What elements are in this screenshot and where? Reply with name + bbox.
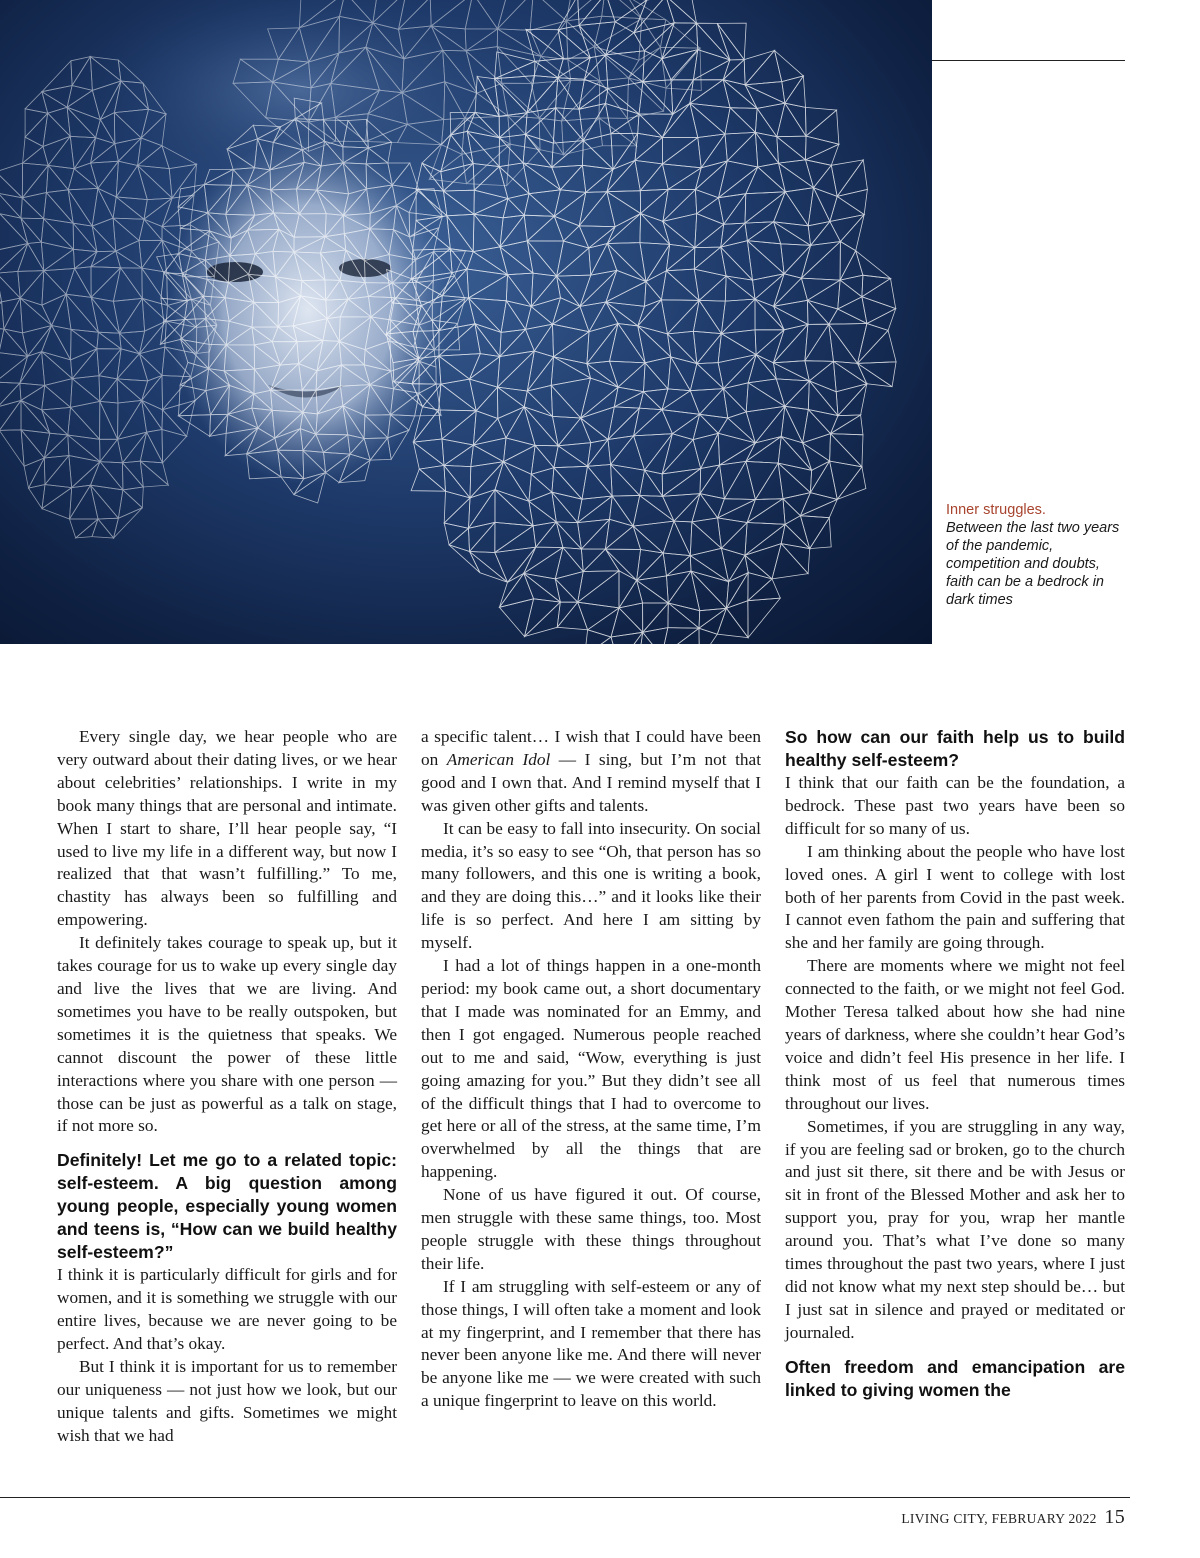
top-rule xyxy=(932,60,1125,61)
text-run: a specific talent… I wish that I could have been on xyxy=(421,727,761,769)
paragraph: If I am struggling with self-esteem or any of those things, I will often take a moment and look at my fingerprint, and I remember that there has never been anyone like me. And there will never be anyone like me — we were created with such a unique fingerprint to leave on this world. xyxy=(421,1276,761,1411)
paragraph: But I think it is important for us to remember our uniqueness — not just how we look, but our unique talents and gifts. Sometimes we might wish that we had xyxy=(57,1356,397,1445)
article-column-3 xyxy=(785,726,1125,1402)
paragraph: It definitely takes courage to speak up, but it takes courage for us to wake up every single day and live the lives that we are living. And sometimes you have to be really outspoken, but sometimes it is the quietness that speaks. We cannot discount the power of these little interactions where you share with one person — those can be just as powerful as a talk on stage, if not more so. xyxy=(57,933,397,1136)
photo-caption xyxy=(946,501,1126,609)
wireframe-mesh-illustration xyxy=(0,0,932,644)
page-number: 15 xyxy=(1104,1506,1125,1528)
footer-rule xyxy=(0,1497,1130,1498)
paragraph: There are moments where we might not feel connected to the faith, or we might not feel God. Mother Teresa talked about how she had nine years of darkness, where she couldn’t hear God’s voice and didn’t feel His presence in her life. I think most of us feel that numerous times throughout our lives. xyxy=(785,956,1125,1113)
paragraph: Every single day, we hear people who are very outward about their dating lives, or we hear about celebrities’ relationships. I write in my book many things that are personal and intimate. When I start to share, I’ll hear people say, “I used to live my life in a different way, but now I realized that that wasn’t fulfilling.” To me, chastity has always been so fulfilling and empowering. xyxy=(57,727,397,930)
article-column-2 xyxy=(421,726,761,1413)
caption-body: Between the last two years of the pandemic, competition and doubts, faith can be a bedrock in dark times xyxy=(946,520,1120,608)
interview-question: Often freedom and emancipation are linked to giving women the xyxy=(785,1356,1125,1400)
page-footer xyxy=(901,1506,1125,1529)
paragraph xyxy=(421,726,761,818)
paragraph: I am thinking about the people who have lost loved ones. A girl I went to college with lost both of her parents from Covid in the past week. I cannot even fathom the pain and suffering that she and her family are going through. xyxy=(785,841,1125,953)
paragraph: I had a lot of things happen in a one-month period: my book came out, a short documentary that I made was nominated for an Emmy, and then I got engaged. Numerous people reached out to me and said, “Wow, everything is just going amazing for you.” But they didn’t see all of the difficult things that I had to overcome to get here or all of the stress, at the same time, I’m overwhelmed by all the things that are happening. xyxy=(421,956,761,1182)
publication-line: LIVING CITY, FEBRUARY 2022 xyxy=(901,1511,1097,1526)
wireframe-faces-image xyxy=(0,0,932,644)
show-title: American Idol xyxy=(446,749,551,769)
paragraph: It can be easy to fall into insecurity. On social media, it’s so easy to see “Oh, that person has so many followers, and this one is writing a book, and they are doing this…” and it looks like their life is so perfect. And here I am sitting by myself. xyxy=(421,818,761,953)
interview-question: Definitely! Let me go to a related topic: self-esteem. A big question among young people, especially young women and teens is, “How can we build healthy self-esteem?” xyxy=(57,1150,397,1263)
paragraph: Sometimes, if you are struggling in any way, if you are feeling sad or broken, go to the church and just sit there, sit there and be with Jesus or sit in front of the Blessed Mother and ask her to support you, pray for you, wrap her mantle around you. That’s what I’ve done so many times throughout the past two years, where I just did not know what my next step should be… but I just sat in silence and prayed or meditated or journaled. xyxy=(785,1116,1125,1342)
interview-question: So how can our faith help us to build healthy self-esteem? xyxy=(785,727,1125,770)
paragraph: I think that our faith can be the foundation, a bedrock. These past two years have been so difficult for so many of us. xyxy=(785,773,1125,838)
paragraph: I think it is particularly difficult for girls and for women, and it is something we struggle with our entire lives, because we are never going to be perfect. And that’s okay. xyxy=(57,1265,397,1354)
text-run: — I sing, but I’m not that good and I own that. And I remind myself that I was given other gifts and talents. xyxy=(421,749,762,815)
article-column-1 xyxy=(57,726,397,1448)
paragraph: None of us have figured it out. Of course, men struggle with these same things, too. Most people struggle with these things throughout their life. xyxy=(421,1185,761,1273)
caption-title: Inner struggles. xyxy=(946,502,1046,518)
